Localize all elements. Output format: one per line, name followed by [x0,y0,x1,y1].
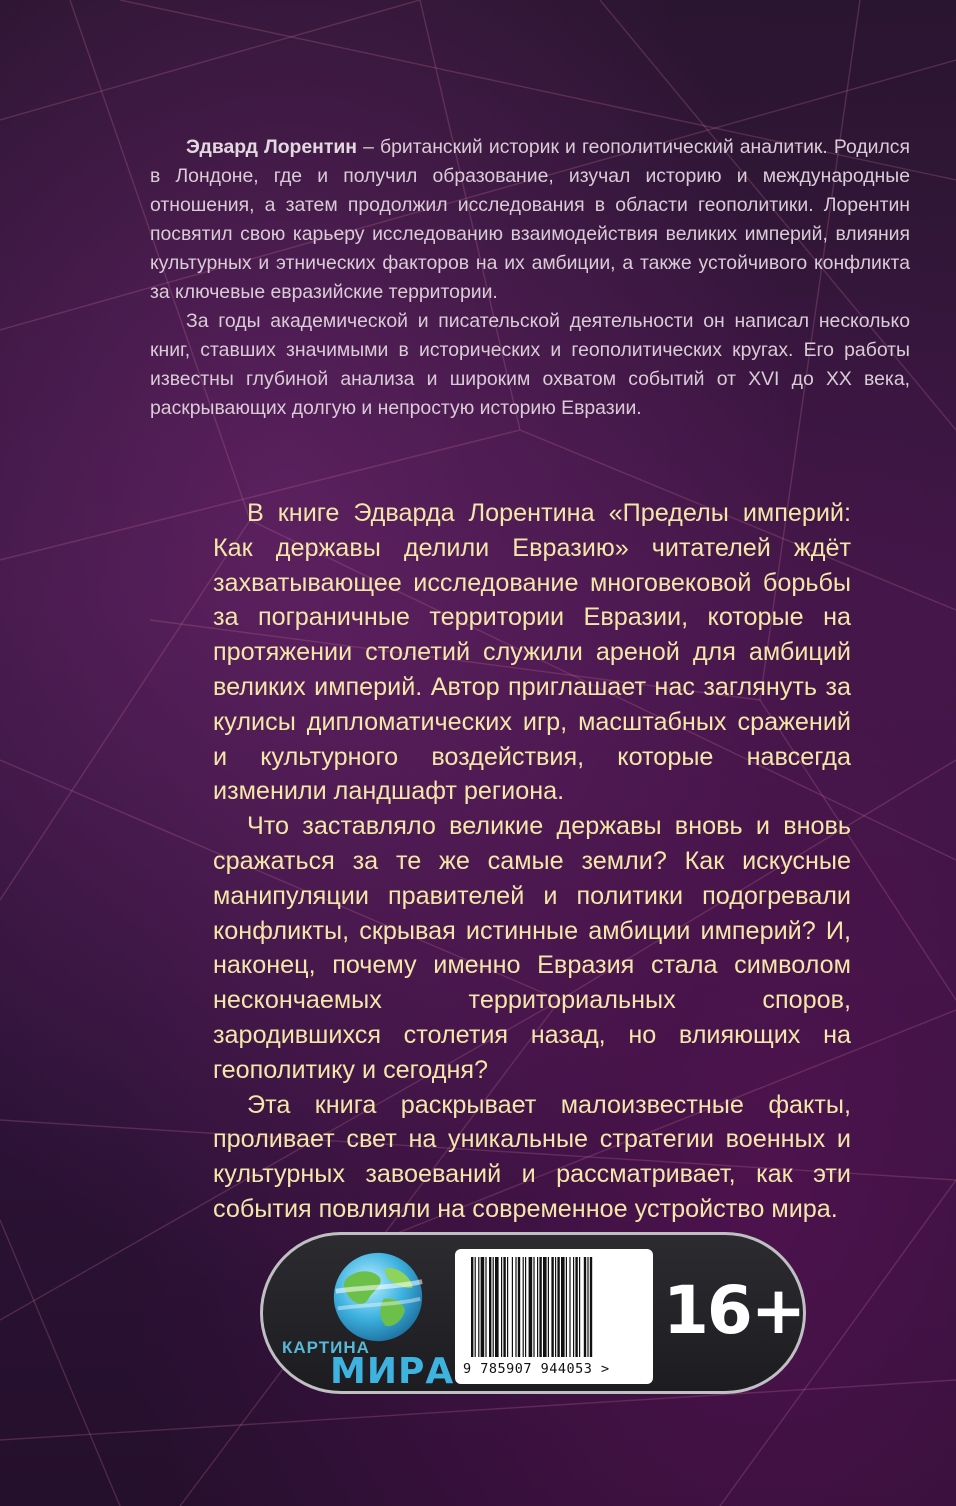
author-bio-paragraph-2: За годы академической и писательской деятельности он написал несколько книг, ставших значимыми в исторических и геополитических кругах. Его работы известны глубиной анализа и широким охватом событий от XVI до XX века, раскрывающих долгую и непростую историю Евразии. [150,310,910,419]
publisher-logo [272,1245,455,1392]
annotation-paragraph-3: Эта книга раскрывает малоизвестные факты, проливает свет на уникальные стратегии военных и культурных завоеваний и рассматривает, как эти события повлияли на современное устройство мира. [213,1090,851,1223]
author-bio-paragraph [150,133,910,307]
globe-icon [330,1249,426,1345]
publisher-name-line1: КАРТИНА [282,1338,370,1357]
book-annotation [213,496,851,1227]
author-bio-text: – британский историк и геополитический аналитик. Родился в Лондоне, где и получил образование, изучал историю и международные отношения, а затем продолжил исследования в области геополитики. Лорентин посвятил свою карьеру исследованию взаимодействия великих империй, влияния культурных и этнических факторов на их амбиции, а также устойчивого конфликта за ключевые евразийские территории. [150,136,910,303]
author-name: Эдвард Лорентин [186,136,358,158]
barcode-bars [469,1257,639,1361]
annotation-paragraph-1: В книге Эдварда Лорентина «Пределы империй: Как державы делили Евразию» читателей ждёт захватывающее исследование многовековой борьбы за пограничные территории Евразии, которые на протяжении столетий служили ареной для амбиций великих империй. Автор приглашает нас заглянуть за кулисы дипломатических игр, масштабных сражений и культурного воздействия, которые навсегда изменили ландшафт региона. [213,499,851,806]
annotation-paragraph-2: Что заставляло великие державы вновь и вновь сражаться за те же самые земли? Как искусные манипуляции правителей и политики подогревали конфликты, скрывая истинные амбиции империй? И, наконец, почему именно Евразия стала символом нескончаемых территориальных споров, зародившихся столетия назад, но влияющих на геополитику и сегодня? [213,812,851,1084]
isbn-number: 9 785907 944053 > [463,1361,610,1377]
age-rating-badge: 16+ [663,1272,805,1349]
isbn-barcode [455,1249,653,1384]
author-bio [150,133,910,423]
publisher-name-line2: МИРА [330,1351,455,1392]
